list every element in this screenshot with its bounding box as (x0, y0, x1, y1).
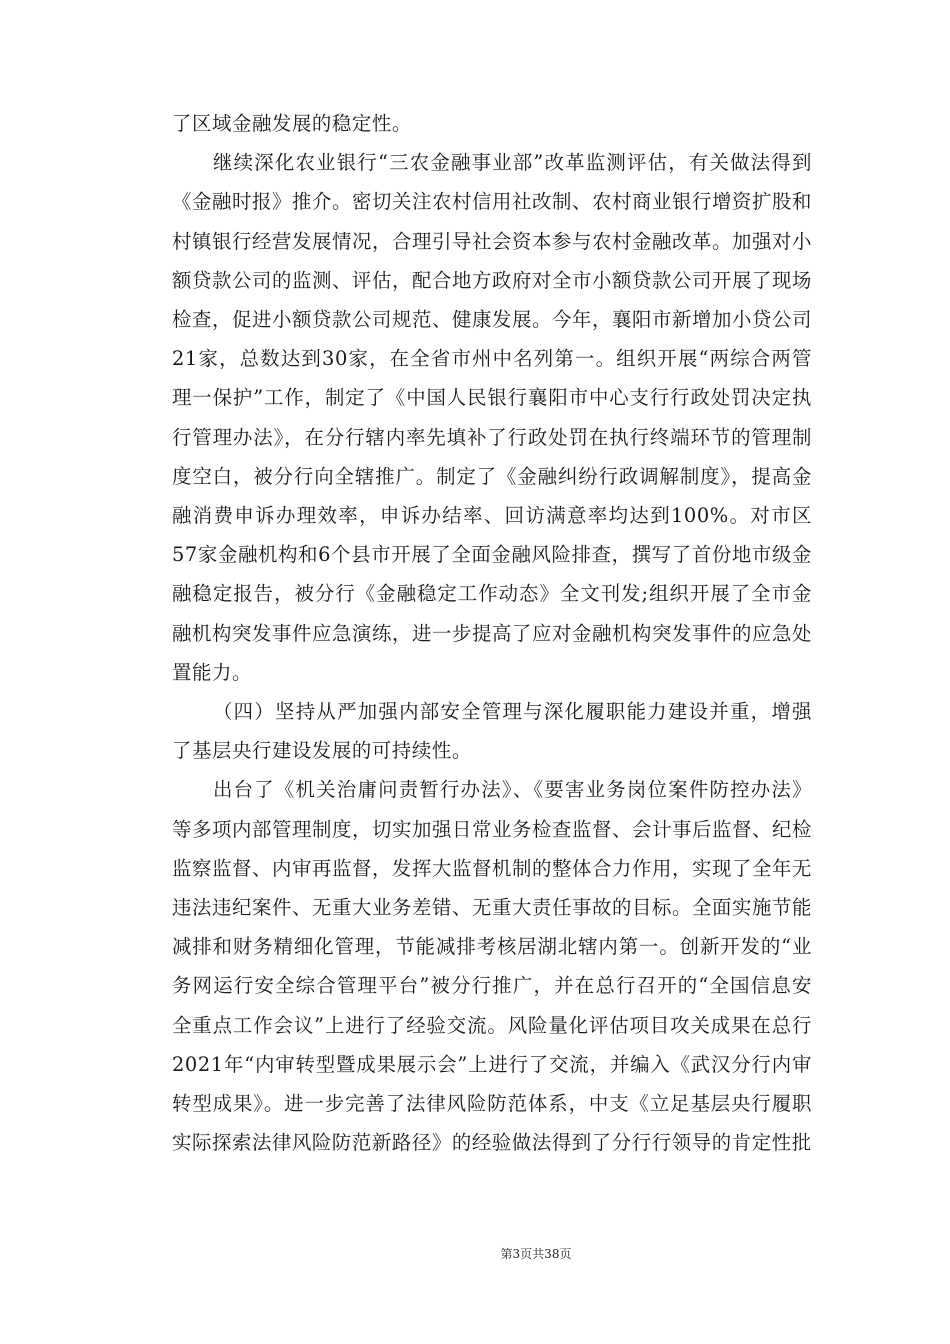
paragraph-continuation: 了区域金融发展的稳定性。 (172, 112, 412, 135)
page-number-footer: 第3页共38页 (500, 1247, 572, 1261)
section-heading-four: （四）坚持从严加强内部安全管理与深化履职能力建设并重，增强了基层央行建设发展的可持续性。 (172, 700, 812, 763)
paragraph-internal-management: 出台了《机关治庸问责暂行办法》、《要害业务岗位案件防控办法》等多项内部管理制度，切实加强日常业务检查监督、会计事后监督、纪检监察监督、内审再监督，发挥大监督机制的整体合力作用，实现了全年无违法违纪案件、无重大业务差错、无重大责任事故的目标。全面实施节能减排和财务精细化管理，节能减排考核居湖北辖内第一。创新开发的“业务网运行安全综合管理平台”被分行推广，并在总行召开的“全国信息安全重点工作会议”上进行了经验交流。风险量化评估项目攻关成果在总行2021年“内审转型暨成果展示会”上进行了交流，并编入《武汉分行内审转型成果》。进一步完善了法律风险防范体系，中支《立足基层央行履职实际探索法律风险防范新路径》的经验做法得到了分行行领导的肯定性批 (172, 778, 812, 1155)
document-body (172, 104, 812, 1162)
paragraph-rural-finance: 继续深化农业银行“三农金融事业部”改革监测评估，有关做法得到《金融时报》推介。密切关注农村信用社改制、农村商业银行增资扩股和村镇银行经营发展情况，合理引导社会资本参与农村金融改革。加强对小额贷款公司的监测、评估，配合地方政府对全市小额贷款公司开展了现场检查，促进小额贷款公司规范、健康发展。今年，襄阳市新增加小贷公司21家，总数达到30家，在全省市州中名列第一。组织开展“两综合两管理一保护”工作，制定了《中国人民银行襄阳市中心支行行政处罚决定执行管理办法》，在分行辖内率先填补了行政处罚在执行终端环节的管理制度空白，被分行向全辖推广。制定了《金融纠纷行政调解制度》，提高金融消费申诉办理效率，申诉办结率、回访满意率均达到100%。对市区57家金融机构和6个县市开展了全面金融风险排查，撰写了首份地市级金融稳定报告，被分行《金融稳定工作动态》全文刊发;组织开展了全市金融机构突发事件应急演练，进一步提高了应对金融机构突发事件的应急处置能力。 (172, 151, 812, 684)
